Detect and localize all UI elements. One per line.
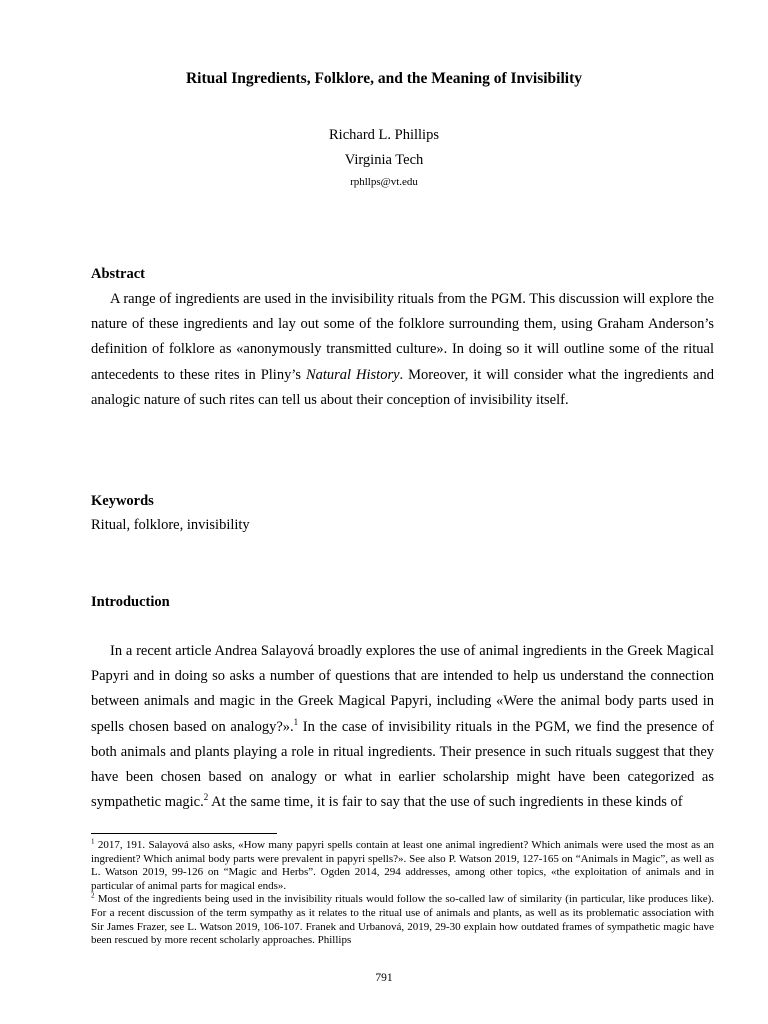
author-block [0, 123, 768, 191]
footnote-text: Most of the ingredients being used in the invisibility rituals would follow the so-called law of similarity (in particular, like produces like). For a recent discussion of the term sympathy as it relates to the ritual use of animals and plants, as well as its problematic association with Sir James Frazer, see L. Watson 2019, 106-107. Franek and Urbanová, 2019, 29-30 explain how outdated frames of sympathetic magic have been rescued by more recent scholarly approaches. Phillips [91, 893, 714, 947]
abstract-heading: Abstract [91, 266, 145, 282]
footnote-divider [91, 833, 277, 834]
footnotes [91, 839, 714, 948]
footnote-2 [91, 893, 714, 947]
abstract-text-2: . Moreover, it will consider what the ingredients and analogic nature of such rites can tell us about their conception of invisibility itself. [91, 366, 714, 408]
footnote-text: 2017, 191. Salayová also asks, «How many papyri spells contain at least one animal ingredient? Which animals were used the most as an ingredient? Which animal body parts were prevalent in papyri spells?». See also P. Watson 2019, 127-165 on “Animals in Magic”, as well as L. Watson 2019, 99-126 on “Magic and Herbs”. Ogden 2014, 294 addresses, among other topics, «the exploitation of animals and in particular of animal parts for magical ends». [91, 839, 714, 892]
author-affiliation: Virginia Tech [344, 152, 424, 168]
author-email[interactable]: rphllps@vt.edu [350, 176, 418, 188]
abstract-italic-title: Natural History [305, 366, 400, 383]
page-number: 791 [375, 972, 393, 984]
footnote-number: 2 [91, 891, 95, 900]
introduction-heading: Introduction [91, 594, 170, 610]
abstract-text-1: A range of ingredients are used in the invisibility rituals from the PGM. This discussion will explore the nature of these ingredients and lay out some of the folklore surrounding them, using Graham Anderson’s definition of folklore as «anonymously transmitted culture». In doing so it will outline some of the ritual antecedents to these rites in Pliny’s [91, 291, 714, 383]
keywords-heading: Keywords [91, 493, 154, 509]
footnote-number: 1 [91, 837, 95, 846]
footnote-1 [91, 839, 714, 893]
introduction-paragraph [91, 639, 714, 815]
abstract-paragraph [91, 287, 714, 413]
footnote-ref-1[interactable]: 1 [293, 716, 299, 727]
abstract-body [91, 287, 714, 413]
footnote-ref-2[interactable]: 2 [203, 792, 209, 803]
intro-text-2: In the case of invisibility rituals in the PGM, we find the presence of both animals and plants playing a role in ritual ingredients. Their presence in such rituals suggest that they have been chosen based on analogy or what in earlier scholarship might have been categorized as sympathetic magic. [91, 718, 714, 811]
intro-text-3: At the same time, it is fair to say that the use of such ingredients in these kinds of [208, 794, 683, 811]
intro-text-1: In a recent article Andrea Salayová broadly explores the use of animal ingredients in the Greek Magical Papyri and in doing so asks a number of questions that are intended to help us understand the connection between animals and magic in the Greek Magical Papyri, including «Were the animal body parts used in spells chosen based on analogy?». [91, 643, 714, 735]
author-name: Richard L. Phillips [329, 127, 439, 143]
introduction-body [91, 639, 714, 815]
keywords-text: Ritual, folklore, invisibility [91, 517, 250, 533]
paper-title: Ritual Ingredients, Folklore, and the Meaning of Invisibility [185, 70, 582, 87]
